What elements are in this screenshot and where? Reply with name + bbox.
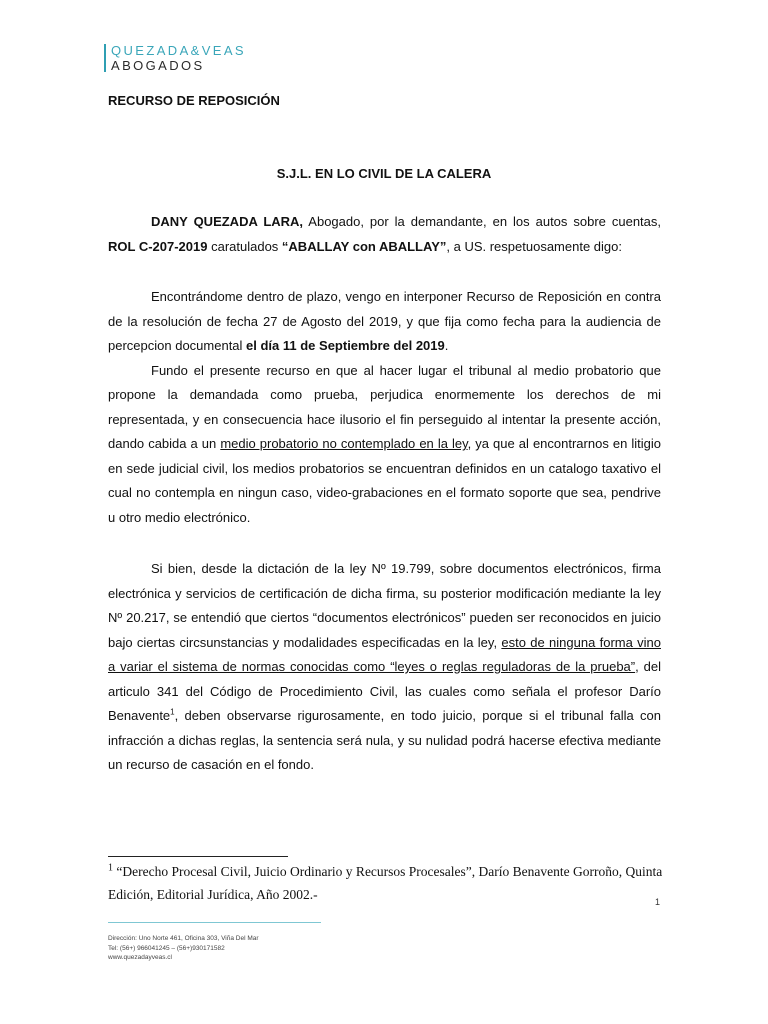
document-title: RECURSO DE REPOSICIÓN	[108, 93, 280, 108]
footnote-separator	[108, 856, 288, 857]
underlined-phrase: medio probatorio no contemplado en la ley	[220, 436, 468, 451]
paragraph-grounds: Fundo el presente recurso en que al hacer lugar el tribunal al medio probatorio que propone la demandada como prueba, perjudica enormemente los derechos de mi representada, y en consecuencia hace ilusorio el fin perseguido al intentar la presente acción, dando cabida a un medio probatorio no contemplado en la ley, ya que al encontrarnos en litigio en sede judicial civil, los medios probatorios se encuentran definidos en un catalogo taxativo el cual no contempla en ningun caso, video-grabaciones en el formato soporte que sea, pendrive u otro medio electrónico.	[108, 362, 661, 525]
case-name: “ABALLAY con ABALLAY”	[281, 238, 447, 254]
footnote	[108, 860, 668, 906]
logo-accent-bar	[104, 44, 106, 72]
underlined-phrase: esto de ninguna forma vino a variar el sistema de normas conocidas como “leyes o reglas reguladoras de la prueba”	[108, 634, 661, 674]
footer-separator	[108, 922, 321, 923]
case-rol: ROL C-207-2019	[108, 238, 208, 254]
argument-block	[108, 285, 661, 530]
footer-contact	[108, 934, 259, 963]
footnote-number: 1	[108, 862, 113, 874]
page-number: 1	[655, 897, 661, 907]
footnote-reference[interactable]: 1	[170, 707, 175, 717]
attorney-name: DANY QUEZADA LARA,	[151, 214, 304, 229]
footer-website[interactable]: www.quezadayveas.cl	[108, 954, 172, 961]
footer-address: Dirección: Uno Norte 461, Oficina 303, Viña Del Mar	[108, 935, 259, 942]
logo-firm-name: QUEZADA&VEAS	[111, 43, 246, 58]
footer-phone: Tel: (56+) 966041245 – (56+)930171582	[108, 944, 225, 952]
intro-paragraph: DANY QUEZADA LARA, Abogado, por la demandante, en los autos sobre cuentas, ROL C-207-2019 caratulados “ABALLAY con ABALLAY”, a US. respetuosamente digo:	[108, 214, 661, 254]
footnote-text: “Derecho Procesal Civil, Juicio Ordinario y Recursos Procesales”, Darío Benavente Gorroño, Quinta Edición, Editorial Jurídica, Año 2002.-	[108, 864, 663, 902]
logo-firm-type: ABOGADOS	[111, 58, 205, 73]
firm-logo	[104, 44, 246, 74]
court-heading: S.J.L. EN LO CIVIL DE LA CALERA	[276, 166, 492, 181]
paragraph-filing: Encontrándome dentro de plazo, vengo en interponer Recurso de Reposición en contra de la resolución de fecha 27 de Agosto del 2019, y que fija como fecha para la audiencia de percepcion documental el día 11 de Septiembre del 2019.	[108, 289, 661, 353]
hearing-date: el día 11 de Septiembre del 2019	[246, 338, 445, 353]
law-paragraph: Si bien, desde la dictación de la ley Nº 19.799, sobre documentos electrónicos, firma electrónica y servicios de certificación de dicha firma, su posterior modificación mediante la ley Nº 20.217, se entendió que ciertos “documentos electrónicos” pueden ser reconocidos en juicio bajo ciertas circsunstancias y modalidades especificadas en la ley, esto de ninguna forma vino a variar el sistema de normas conocidas como “leyes o reglas reguladoras de la prueba”, del articulo 341 del Código de Procedimiento Civil, las cuales como señala el profesor Darío Benavente$^1$, deben observarse rigurosamente, en todo juicio, porque si el tribunal falla con infracción a dichas reglas, la sentencia será nula, y su nulidad podrá hacerse efectiva mediante un recurso de casación en el fondo.	[108, 561, 661, 772]
